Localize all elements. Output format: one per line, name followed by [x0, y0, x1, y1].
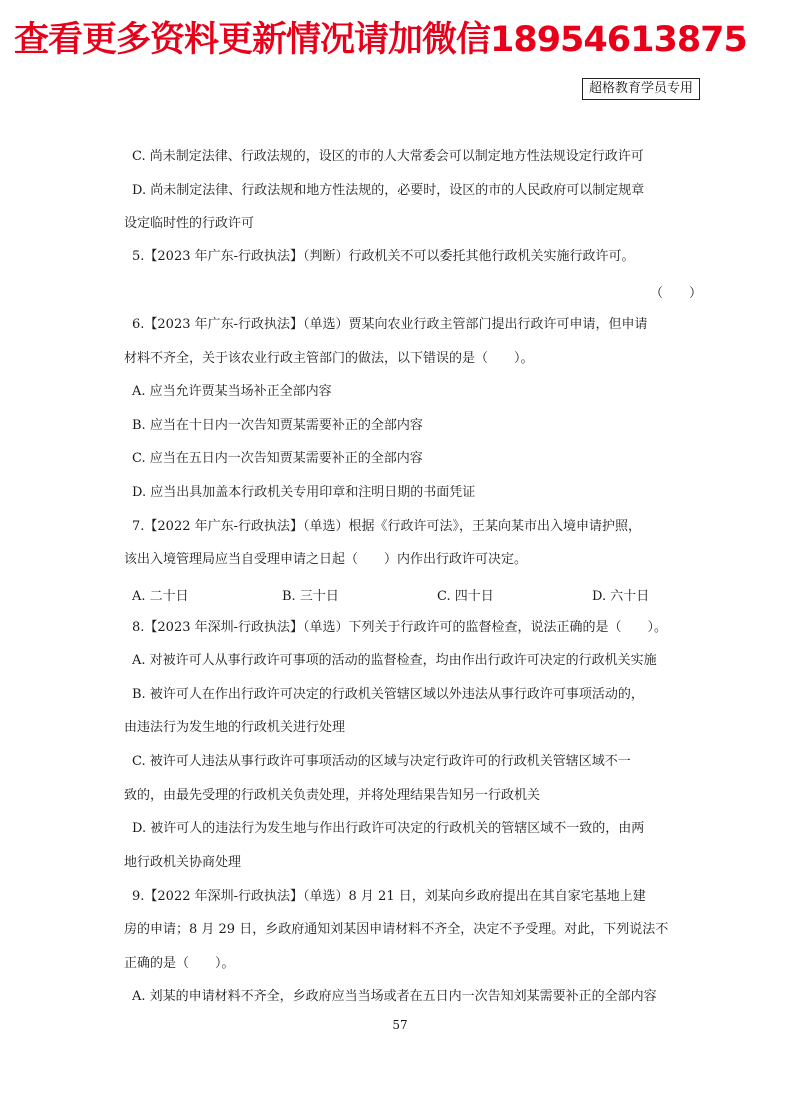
page-number: 57: [392, 1018, 408, 1032]
text-line: 房的申请；8 月 29 日，乡政府通知刘某因申请材料不齐全，决定不予受理。对此，下列说法不: [124, 922, 669, 937]
question-line: 7.【2022 年广东-行政执法】（单选）根据《行政许可法》，王某向某市出入境申请护照，: [132, 519, 642, 534]
option-line: A. 应当允许贾某当场补正全部内容: [132, 384, 332, 399]
option-line: D. 被许可人的违法行为发生地与作出行政许可决定的行政机关的管辖区域不一致的，由两: [132, 821, 645, 836]
promo-banner: 查看更多资料更新情况请加微信18954613875: [14, 20, 747, 60]
question-line: 9.【2022 年深圳-行政执法】（单选）8 月 21 日，刘某向乡政府提出在其自家宅基地上建: [132, 889, 646, 904]
option-line: A. 对被许可人从事行政许可事项的活动的监督检查，均由作出行政许可决定的行政机关实施: [132, 653, 657, 668]
option-line: B. 被许可人在作出行政许可决定的行政机关管辖区域以外违法从事行政许可事项活动的，: [132, 687, 644, 702]
option-d: D. 六十日: [592, 589, 650, 604]
text-line: 致的，由最先受理的行政机关负责处理，并将处理结果告知另一行政机关: [124, 788, 541, 803]
option-line: D. 应当出具加盖本行政机关专用印章和注明日期的书面凭证: [132, 485, 476, 500]
option-line: B. 应当在十日内一次告知贾某需要补正的全部内容: [132, 418, 423, 433]
question-line: 8.【2023 年深圳-行政执法】（单选）下列关于行政许可的监督检查，说法正确的是（ ）。: [132, 620, 668, 635]
option-c: C. 四十日: [437, 589, 494, 604]
question-line: 6.【2023 年广东-行政执法】（单选）贾某向农业行政主管部门提出行政许可申请，但申请: [132, 317, 648, 332]
text-line: 材料不齐全，关于该农业行政主管部门的做法，以下错误的是（ ）。: [124, 351, 534, 366]
text-line: 由违法行为发生地的行政机关进行处理: [124, 720, 346, 735]
option-b: B. 三十日: [282, 589, 339, 604]
text-line: 地行政机关协商处理: [124, 855, 242, 870]
option-line: A. 刘某的申请材料不齐全，乡政府应当当场或者在五日内一次告知刘某需要补正的全部内容: [132, 989, 657, 1004]
question-line: 5.【2023 年广东-行政执法】（判断）行政机关不可以委托其他行政机关实施行政许可。: [132, 249, 635, 264]
option-line: C. 被许可人违法从事行政许可事项活动的区域与决定行政许可的行政机关管辖区域不一: [132, 754, 631, 769]
answer-blank: （ ）: [650, 286, 703, 301]
option-line: C. 尚未制定法律、行政法规的，设区的市的人大常委会可以制定地方性法规设定行政许可: [132, 149, 644, 164]
member-badge: 超格教育学员专用: [582, 78, 700, 100]
option-a: A. 二十日: [132, 589, 189, 604]
option-line: C. 应当在五日内一次告知贾某需要补正的全部内容: [132, 451, 423, 466]
text-line: 设定临时性的行政许可: [124, 216, 255, 231]
option-line: D. 尚未制定法律、行政法规和地方性法规的，必要时，设区的市的人民政府可以制定规章: [132, 183, 645, 198]
text-line: 该出入境管理局应当自受理申请之日起（ ）内作出行政许可决定。: [124, 552, 528, 567]
text-line: 正确的是（ ）。: [124, 956, 235, 971]
